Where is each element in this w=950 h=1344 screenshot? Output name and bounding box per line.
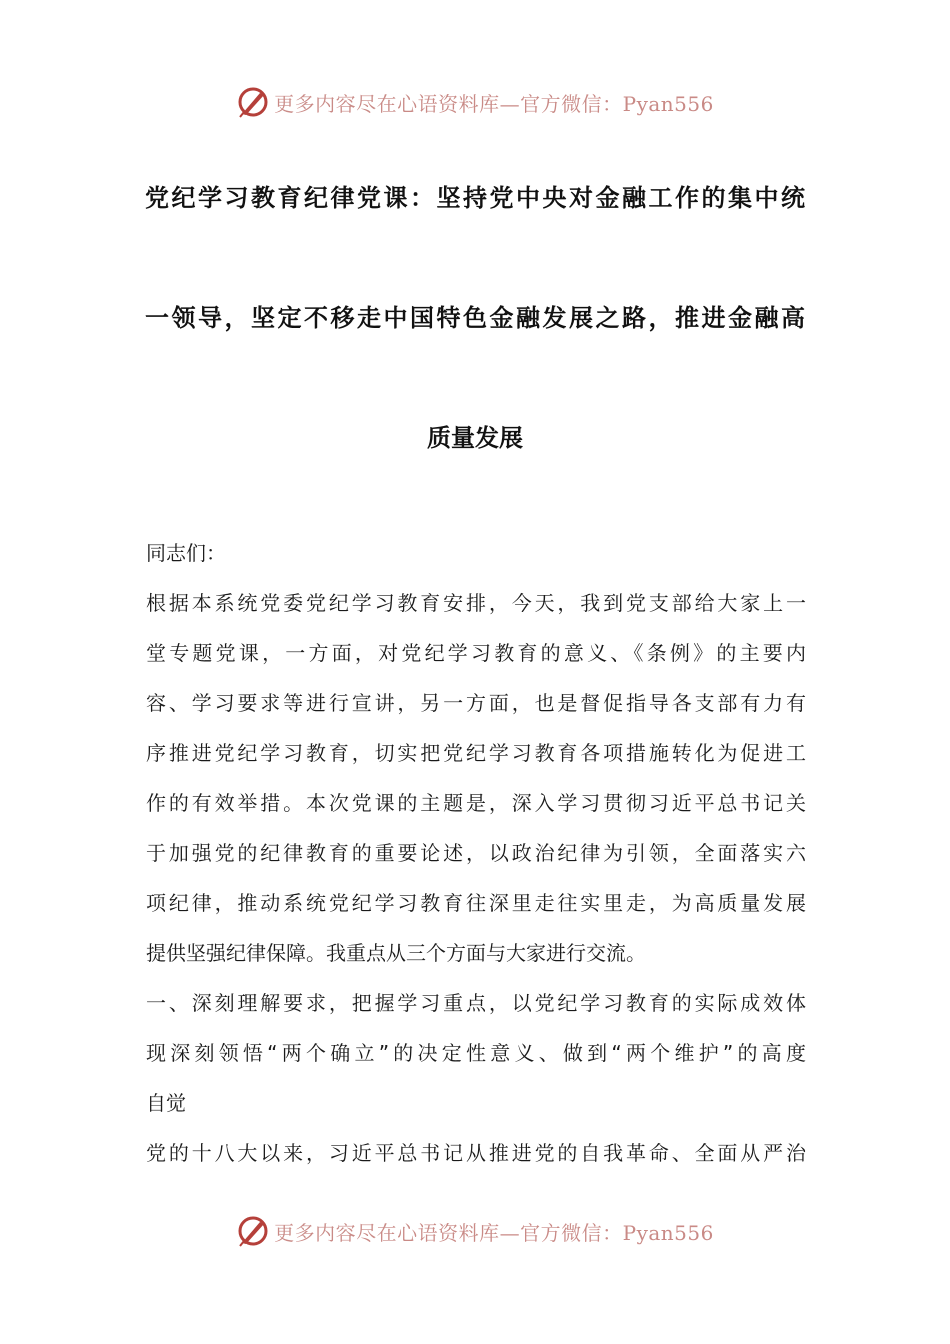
title-line: 党纪学习教育纪律党课：坚持党中央对金融工作的集中统: [145, 184, 805, 212]
section-heading-line: 一、深刻理解要求，把握学习重点，以党纪学习教育的实际成效体: [146, 991, 806, 1015]
body-line: 项纪律，推动系统党纪学习教育往深里走往实里走，为高质量发展: [146, 891, 806, 915]
body-line: 作的有效举措。本次党课的主题是，深入学习贯彻习近平总书记关: [146, 791, 806, 815]
section-heading-line: 自觉: [146, 1091, 186, 1115]
body-line: 容、学习要求等进行宣讲，另一方面，也是督促指导各支部有力有: [146, 691, 806, 715]
document-title: [145, 176, 805, 460]
title-line: 一领导，坚定不移走中国特色金融发展之路，推进金融高: [145, 304, 805, 332]
body-line: 根据本系统党委党纪学习教育安排，今天，我到党支部给大家上一: [146, 591, 806, 615]
body-line: 堂专题党课，一方面，对党纪学习教育的意义、《条例》的主要内: [146, 641, 806, 665]
body-line: 提供坚强纪律保障。我重点从三个方面与大家进行交流。: [146, 941, 646, 965]
watermark-text: 更多内容尽在心语资料库—官方微信：Pyan556: [274, 1220, 714, 1245]
body-line: 党的十八大以来，习近平总书记从推进党的自我革命、全面从严治: [146, 1141, 806, 1165]
quill-logo-icon: [236, 1214, 270, 1248]
footer-watermark: [0, 1211, 950, 1251]
title-line: 质量发展: [427, 424, 523, 452]
document-body: [146, 528, 806, 1178]
section-heading-line: 现深刻领悟“两个确立”的决定性意义、做到“两个维护”的高度: [146, 1041, 806, 1065]
watermark-text: 更多内容尽在心语资料库—官方微信：Pyan556: [274, 91, 714, 116]
quill-logo-icon: [236, 85, 270, 119]
header-watermark: [0, 82, 950, 122]
body-line: 序推进党纪学习教育，切实把党纪学习教育各项措施转化为促进工: [146, 741, 806, 765]
body-line: 于加强党的纪律教育的重要论述，以政治纪律为引领，全面落实六: [146, 841, 806, 865]
salutation: 同志们：: [146, 541, 226, 565]
